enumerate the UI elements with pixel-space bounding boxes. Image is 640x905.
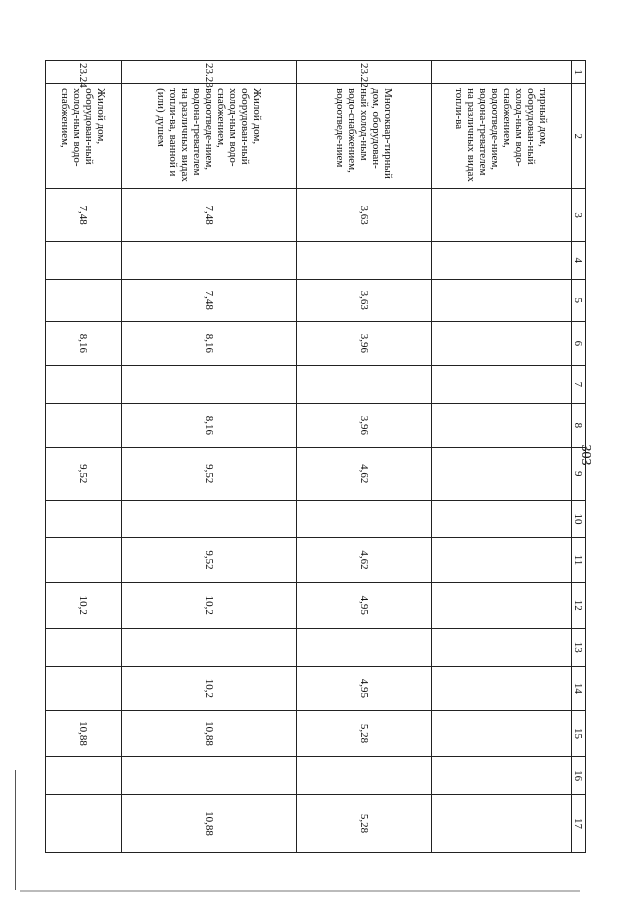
value-cell bbox=[432, 757, 572, 795]
page-number: 303 bbox=[578, 444, 593, 466]
value-cell bbox=[432, 795, 572, 853]
value-cell: 4,95 bbox=[297, 666, 432, 710]
row-id: 23.23 bbox=[122, 61, 297, 84]
value-cell bbox=[297, 365, 432, 403]
value-cell: 4,95 bbox=[297, 582, 432, 628]
header-cell: 11 bbox=[572, 538, 586, 582]
value-cell bbox=[122, 500, 297, 538]
value-cell: 10,2 bbox=[122, 582, 297, 628]
value-cell bbox=[432, 666, 572, 710]
value-cell bbox=[297, 241, 432, 279]
value-cell: 10,88 bbox=[46, 710, 122, 756]
value-cell bbox=[46, 500, 122, 538]
value-cell bbox=[46, 628, 122, 666]
value-cell bbox=[46, 666, 122, 710]
value-cell bbox=[432, 189, 572, 242]
value-cell: 10,2 bbox=[122, 666, 297, 710]
value-cell bbox=[432, 448, 572, 501]
scan-margin-line bbox=[15, 770, 16, 890]
value-cell: 9,52 bbox=[122, 538, 297, 582]
header-cell: 5 bbox=[572, 279, 586, 321]
header-cell: 3 bbox=[572, 189, 586, 242]
header-cell: 7 bbox=[572, 365, 586, 403]
value-cell: 9,52 bbox=[46, 448, 122, 501]
value-cell: 8,16 bbox=[46, 321, 122, 365]
rotated-table-wrapper bbox=[46, 60, 586, 853]
header-cell: 15 bbox=[572, 710, 586, 756]
value-cell bbox=[432, 403, 572, 447]
scan-bottom-line bbox=[20, 890, 580, 892]
value-cell: 3,96 bbox=[297, 403, 432, 447]
row-description: тирный дом, оборудован-ный холод-ным водо-снабжением, водоотведе-нием, водона-гревателем на различных видах топли-ва bbox=[432, 84, 572, 189]
header-row bbox=[572, 61, 586, 853]
header-cell: 1 bbox=[572, 61, 586, 84]
value-cell: 9,52 bbox=[122, 448, 297, 501]
value-cell bbox=[46, 279, 122, 321]
table-row bbox=[122, 61, 297, 853]
value-cell: 10,2 bbox=[46, 582, 122, 628]
table-row bbox=[46, 61, 122, 853]
header-cell: 14 bbox=[572, 666, 586, 710]
value-cell bbox=[432, 582, 572, 628]
tariff-table bbox=[45, 60, 586, 853]
header-cell: 16 bbox=[572, 757, 586, 795]
value-cell bbox=[432, 500, 572, 538]
value-cell bbox=[122, 365, 297, 403]
value-cell: 3,63 bbox=[297, 189, 432, 242]
value-cell bbox=[432, 279, 572, 321]
row-description: Жилой дом, оборудован-ный холод-ным водо-снабжением, водоотведе-нием, водона-гревателем на различных видах топли-ва, ванной и (или) душем bbox=[122, 84, 297, 189]
value-cell bbox=[46, 241, 122, 279]
header-cell: 2 bbox=[572, 84, 586, 189]
value-cell bbox=[432, 321, 572, 365]
value-cell: 4,62 bbox=[297, 538, 432, 582]
value-cell: 7,48 bbox=[122, 189, 297, 242]
value-cell bbox=[46, 403, 122, 447]
header-cell: 9 bbox=[572, 448, 586, 501]
value-cell bbox=[46, 795, 122, 853]
header-cell: 12 bbox=[572, 582, 586, 628]
value-cell bbox=[46, 538, 122, 582]
row-id: 23.24 bbox=[46, 61, 122, 84]
table-row bbox=[432, 61, 572, 853]
value-cell: 3,96 bbox=[297, 321, 432, 365]
value-cell: 5,28 bbox=[297, 710, 432, 756]
value-cell bbox=[46, 757, 122, 795]
header-cell: 6 bbox=[572, 321, 586, 365]
value-cell: 4,62 bbox=[297, 448, 432, 501]
header-cell: 17 bbox=[572, 795, 586, 853]
value-cell bbox=[122, 241, 297, 279]
row-id: 23.22 bbox=[297, 61, 432, 84]
row-description: Жилой дом, оборудован-ный холод-ным водо-снабжением, bbox=[46, 84, 122, 189]
value-cell: 8,16 bbox=[122, 321, 297, 365]
header-cell: 10 bbox=[572, 500, 586, 538]
value-cell bbox=[432, 538, 572, 582]
value-cell bbox=[432, 628, 572, 666]
value-cell bbox=[122, 757, 297, 795]
table-row bbox=[297, 61, 432, 853]
value-cell bbox=[46, 365, 122, 403]
value-cell bbox=[432, 710, 572, 756]
value-cell: 8,16 bbox=[122, 403, 297, 447]
value-cell bbox=[297, 628, 432, 666]
header-cell: 13 bbox=[572, 628, 586, 666]
value-cell bbox=[432, 365, 572, 403]
value-cell: 10,88 bbox=[122, 795, 297, 853]
value-cell bbox=[297, 500, 432, 538]
row-id bbox=[432, 61, 572, 84]
value-cell: 7,48 bbox=[122, 279, 297, 321]
value-cell: 7,48 bbox=[46, 189, 122, 242]
value-cell bbox=[122, 628, 297, 666]
value-cell: 10,88 bbox=[122, 710, 297, 756]
header-cell: 8 bbox=[572, 403, 586, 447]
value-cell: 5,28 bbox=[297, 795, 432, 853]
value-cell bbox=[432, 241, 572, 279]
header-cell: 4 bbox=[572, 241, 586, 279]
value-cell: 3,63 bbox=[297, 279, 432, 321]
row-description: Многоквар-тирный дом, оборудован-ный холод-ным водо-снабжением, водоотведе-нием bbox=[297, 84, 432, 189]
value-cell bbox=[297, 757, 432, 795]
